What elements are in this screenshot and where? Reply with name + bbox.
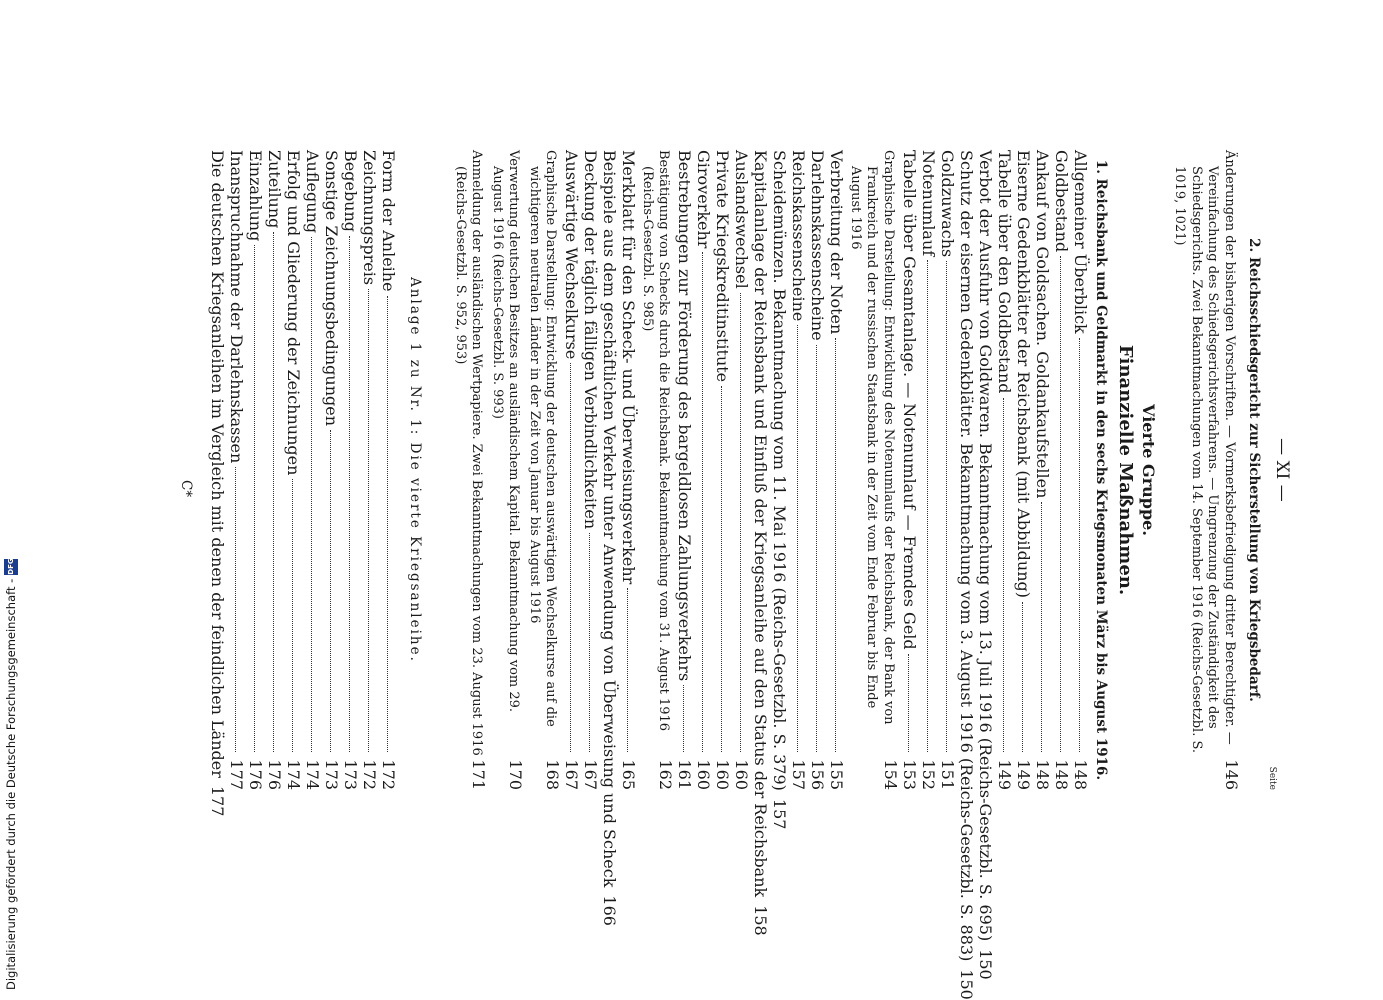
- toc-entry-text: Bestrebungen zur Förderung des bargeldlosen Zahlungsverkehrs: [675, 150, 695, 682]
- toc-entry-page: 160: [713, 759, 733, 790]
- dot-leader: [293, 479, 294, 752]
- dot-leader: [255, 245, 256, 752]
- seite-label: Seite: [1267, 766, 1277, 790]
- toc-entry-page: 149: [995, 759, 1014, 790]
- toc-entry-page: 158: [751, 905, 771, 936]
- dot-leader: [798, 325, 799, 752]
- toc-entry-text: Scheidemünzen. Bekanntmachung vom 11. Mai 1916 (Reichs-Gesetzbl. S. 379): [770, 150, 790, 791]
- toc-entry-text: Verwertung deutschen Besitzes an ausländischem Kapital. Bekanntmachung vom 29. August 1916 (Reichs-Gesetzbl. S. 993): [490, 150, 522, 713]
- toc-entry-page: 167: [562, 759, 582, 790]
- toc-entry: [809, 150, 828, 790]
- toc-entry-text: Begebung: [341, 150, 361, 233]
- toc-entry: [1071, 150, 1090, 790]
- toc-entry-text: Tabelle über Gesamtanlage. — Notenumlauf — Fremdes Geld: [900, 150, 919, 650]
- toc-entry-text: Darlehnskassenscheine: [808, 150, 828, 341]
- credit-text: Digitalisierung gefördert durch die Deutsche Forschungsgemeinschaft -: [4, 578, 18, 990]
- dot-leader: [388, 296, 389, 752]
- toc-entry-text: Anmeldung der ausländischen Wertpapiere. Zwei Bekanntmachungen vom 23. August 1916 (Reichs-Gesetzbl. S. 952, 953): [453, 150, 485, 756]
- toc-entry-page: 148: [1071, 759, 1090, 790]
- toc-entry-text: Merkblatt für den Scheck- und Überweisungsverkehr: [619, 150, 639, 585]
- toc-entry: [790, 150, 809, 790]
- digitization-credit: [2, 0, 20, 990]
- toc-entry-page: 150: [976, 949, 995, 980]
- toc-entry-page: 151: [938, 759, 957, 790]
- toc-entry-text: Graphische Darstellung: Entwicklung des Notenumlaufs der Reichsbank, der Bank von Frankreich und der russischen Staatsbank in der Zeit vom Ende Februar bis Ende August 1916: [848, 150, 896, 725]
- group-subtitle: Finanzielle Maßnahmen.: [1115, 344, 1136, 596]
- toc-entry-text: Allgemeiner Überblick: [1071, 150, 1090, 334]
- toc-entry-text: Notenumlauf: [919, 150, 938, 257]
- toc-entry-text: Zuteilung: [265, 150, 285, 229]
- toc-entry-text: Sonstige Zeichnungsbedingungen: [322, 150, 342, 427]
- toc-entry: [285, 150, 304, 790]
- dot-leader: [946, 261, 947, 752]
- document-page: [178, 150, 1292, 1000]
- dot-leader: [703, 252, 704, 752]
- toc-entry-text: Inanspruchnahme der Darlehnskassen: [227, 150, 247, 464]
- dot-leader: [274, 232, 275, 752]
- toc-entry-page: 177: [227, 759, 247, 790]
- dot-leader: [927, 260, 928, 752]
- dot-leader: [722, 386, 723, 752]
- anlage-title: Anlage 1 zu Nr. 1: Die vierte Kriegsanleihe.: [407, 277, 424, 663]
- toc-entry-page: 170: [506, 759, 526, 790]
- dot-leader: [236, 467, 237, 752]
- toc-entry: [770, 150, 790, 830]
- toc-entry: [957, 150, 976, 1000]
- toc-entry: [380, 150, 399, 790]
- dot-leader: [628, 588, 629, 752]
- entry-text: Änderungen der bisherigen Vorschriften. — Vormerksbefriedigung dritter Berechtigter. — Vereinfachung des Schiedsgerichtsverfahrens. — Umgrenzung der Zuständigkeit des Schiedsgerichts. Zwei Bekanntmachungen vom 14. September 1916 (Reichs-Gesetzbl. S. 1019, 1021): [1172, 150, 1237, 754]
- toc-entry-text: Ankauf von Goldsachen. Goldankaufstellen: [1033, 150, 1052, 499]
- toc-entry-page: 156: [808, 759, 828, 790]
- toc-entry-page: 154: [881, 759, 900, 790]
- toc-entry-page: 157: [789, 759, 809, 790]
- toc-entry-text: Giroverkehr: [694, 150, 714, 249]
- anlage-list: [208, 150, 399, 817]
- toc-entry-text: Schutz der eisernen Gedenkblätter. Bekanntmachung vom 3. August 1916 (Reichs-Gesetzbl. S. 883): [957, 150, 976, 962]
- toc-entry: [676, 150, 695, 790]
- entry-page: 146: [1222, 759, 1241, 790]
- toc-entry: [1014, 150, 1033, 790]
- toc-entry-page: 160: [732, 759, 752, 790]
- toc-entry-text: Beispiele aus dem geschäftlichen Verkehr unter Anwendung von Überweisung und Scheck: [600, 150, 620, 888]
- toc-entry: [751, 150, 771, 936]
- toc-entry-text: Tabelle über den Goldbestand: [995, 150, 1014, 394]
- toc-list: [452, 150, 1091, 1000]
- toc-entry-page: 174: [303, 759, 323, 790]
- toc-entry: [582, 150, 601, 790]
- toc-entry: [1052, 150, 1071, 790]
- toc-entry-text: Deckung der täglich fälligen Verbindlichkeiten: [581, 150, 601, 530]
- toc-entry-page: 173: [341, 759, 361, 790]
- toc-entry-text: Eiserne Gedenkblätter der Reichsbank (mit Abbildung): [1014, 150, 1033, 598]
- dfg-logo: DFG: [4, 559, 18, 575]
- toc-entry-text: Einzahlung: [246, 150, 266, 242]
- dot-leader: [1079, 338, 1080, 752]
- dot-leader: [741, 293, 742, 752]
- toc-entry-page: 173: [322, 759, 342, 790]
- toc-entry-page: 148: [1033, 759, 1052, 790]
- dot-leader: [908, 654, 909, 752]
- page-header: [1268, 150, 1290, 790]
- toc-entry-page: 153: [900, 759, 919, 790]
- toc-entry: [489, 150, 526, 790]
- toc-entry-text: Auflegung: [303, 150, 323, 234]
- toc-entry: [323, 150, 342, 790]
- group-title: Vierte Gruppe.: [1139, 404, 1158, 536]
- page-number: — XI —: [1272, 438, 1292, 502]
- toc-entry: [620, 150, 639, 790]
- toc-entry-text: Reichskassenscheine: [789, 150, 809, 322]
- toc-entry: [976, 150, 995, 980]
- toc-entry: [266, 150, 285, 790]
- toc-entry: [695, 150, 714, 790]
- toc-entry-text: Auslandswechsel: [732, 150, 752, 289]
- dot-leader: [1041, 502, 1042, 752]
- toc-entry: [919, 150, 938, 790]
- toc-entry-page: 177: [208, 785, 228, 817]
- toc-entry: [828, 150, 847, 790]
- toc-entry: [847, 150, 901, 790]
- toc-entry-page: 157: [770, 798, 790, 830]
- dot-leader: [836, 338, 837, 752]
- dot-leader: [350, 236, 351, 752]
- toc-entry: [995, 150, 1014, 790]
- toc-entry-page: 174: [284, 759, 304, 790]
- toc-entry: [361, 150, 380, 790]
- toc-entry: [208, 150, 228, 817]
- toc-entry: [1033, 150, 1052, 790]
- toc-entry-page: 149: [1014, 759, 1033, 790]
- toc-entry: [526, 150, 563, 790]
- toc-entry-page: 155: [827, 759, 847, 790]
- toc-entry-text: Goldbestand: [1052, 150, 1071, 253]
- toc-entry-text: Erfolg und Gliederung der Zeichnungen: [284, 150, 304, 476]
- toc-entry: [714, 150, 733, 790]
- toc-entry-text: Verbot der Ausfuhr von Goldwaren. Bekanntmachung vom 13. Juli 1916 (Reichs-Gesetzbl. S. 695): [976, 150, 995, 942]
- toc-entry-page: 172: [379, 759, 399, 790]
- toc-entry: [304, 150, 323, 790]
- toc-entry-page: 167: [581, 759, 601, 790]
- toc-entry-page: 148: [1052, 759, 1071, 790]
- toc-entry-page: 172: [360, 759, 380, 790]
- dot-leader: [1060, 256, 1061, 752]
- toc-entry: [938, 150, 957, 790]
- dot-leader: [571, 363, 572, 752]
- toc-entry: [452, 150, 489, 790]
- dot-leader: [684, 685, 685, 752]
- dot-leader: [331, 430, 332, 752]
- toc-entry-text: Graphische Darstellung: Entwicklung der deutschen auswärtigen Wechselkurse auf die wichtigeren neutralen Länder in der Zeit von Januar bis August 1916: [527, 150, 559, 727]
- dot-leader: [817, 345, 818, 752]
- dot-leader: [1003, 398, 1004, 752]
- toc-entry-page: 162: [656, 759, 676, 790]
- toc-entry-page: 150: [957, 969, 976, 1000]
- toc-entry-page: 161: [675, 759, 695, 790]
- toc-entry: [228, 150, 247, 790]
- toc-entry: [900, 150, 919, 790]
- section-2-title: 2. Reichsschiedsgericht zur Sicherstellung von Kriegsbedarf.: [1246, 238, 1262, 702]
- dot-leader: [590, 533, 591, 752]
- toc-entry-page: 160: [694, 759, 714, 790]
- toc-entry-text: Bestätigung von Schecks durch die Reichsbank. Bekanntmachung vom 31. August 1916 (Reichs-Gesetzbl. S. 985): [640, 150, 672, 732]
- toc-entry-page: 176: [265, 759, 285, 790]
- toc-entry: [733, 150, 752, 790]
- toc-entry-page: 166: [600, 895, 620, 926]
- toc-entry-page: 152: [919, 759, 938, 790]
- toc-entry: [247, 150, 266, 790]
- toc-entry-text: Auswärtige Wechselkurse: [562, 150, 582, 360]
- toc-entry: [600, 150, 620, 926]
- toc-entry-page: 168: [543, 759, 563, 790]
- section-1-title: 1. Reichsbank und Geldmarkt in den sechs Kriegsmonaten März bis August 1916.: [1093, 159, 1109, 781]
- toc-entry-page: 165: [619, 759, 639, 790]
- toc-entry-page: 176: [246, 759, 266, 790]
- section-2-entry: [1171, 150, 1241, 790]
- toc-entry-text: Private Kriegskreditinstitute: [713, 150, 733, 383]
- toc-entry: [639, 150, 676, 790]
- toc-entry-text: Goldzuwachs: [938, 150, 957, 258]
- toc-entry-text: Zeichnungspreis: [360, 150, 380, 286]
- dot-leader: [1022, 602, 1023, 752]
- toc-entry-text: Kapitalanlage der Reichsbank und Einfluß der Kriegsanleihe auf den Status der Reichsbank: [751, 150, 771, 898]
- dot-leader: [312, 237, 313, 752]
- signature-mark: C*: [178, 480, 195, 498]
- toc-entry: [563, 150, 582, 790]
- dot-leader: [369, 289, 370, 752]
- toc-entry-text: Form der Anleihe: [379, 150, 399, 292]
- toc-entry-text: Die deutschen Kriegsanleihen im Vergleich mit denen der feindlichen Länder: [208, 150, 228, 778]
- toc-entry-text: Verbreitung der Noten: [827, 150, 847, 335]
- toc-entry-page: 171: [469, 759, 489, 790]
- toc-entry: [342, 150, 361, 790]
